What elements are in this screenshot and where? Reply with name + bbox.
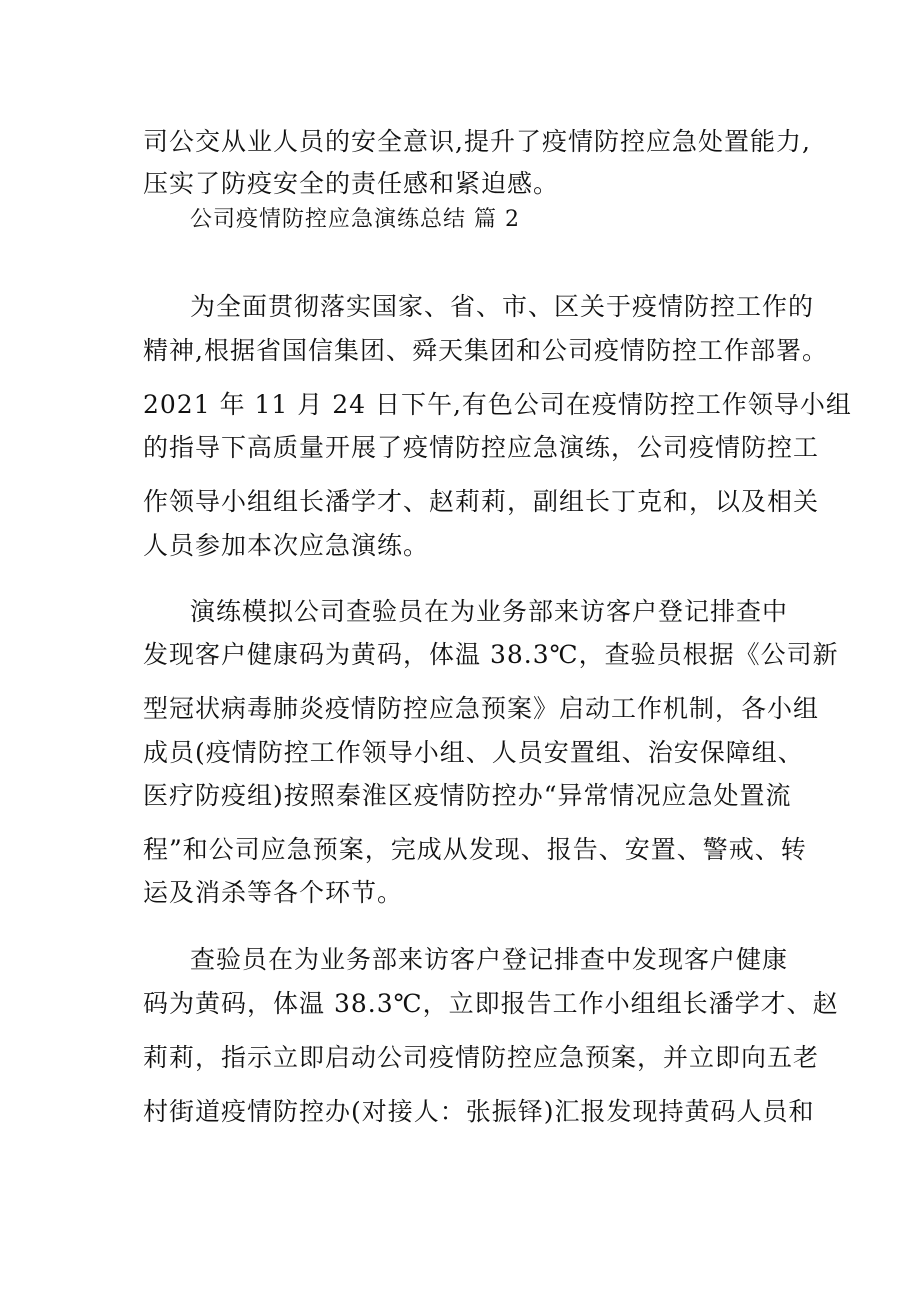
paragraph-line: 的指导下高质量开展了疫情防控应急演练，公司疫情防控工 xyxy=(143,433,820,462)
paragraph-line: 码为黄码，体温 38.3℃，立即报告工作小组组长潘学才、赵 xyxy=(143,989,839,1018)
paragraph-line: 作领导小组组长潘学才、赵莉莉，副组长丁克和，以及相关 xyxy=(143,487,820,516)
paragraph-line: 莉莉，指示立即启动公司疫情防控应急预案，并立即向五老 xyxy=(143,1043,820,1072)
paragraph-line: 程”和公司应急预案，完成从发现、报告、安置、警戒、转 xyxy=(143,835,807,864)
paragraph-line: 成员(疫情防控工作领导小组、人员安置组、治安保障组、 xyxy=(143,738,804,767)
paragraph-line: 发现客户健康码为黄码，体温 38.3℃，查验员根据《公司新 xyxy=(143,640,839,669)
paragraph-line: 人员参加本次应急演练。 xyxy=(143,531,430,560)
paragraph-line: 村街道疫情防控办(对接人：张振铎)汇报发现持黄码人员和 xyxy=(143,1097,815,1126)
paragraph-line: 2021 年 11 月 24 日下午,有色公司在疫情防控工作领导小组 xyxy=(143,390,852,419)
paragraph-line: 为全面贯彻落实国家、省、市、区关于疫情防控工作的 xyxy=(190,292,815,321)
intro-line: 压实了防疫安全的责任感和紧迫感。 xyxy=(143,169,560,198)
paragraph-line: 型冠状病毒肺炎疫情防控应急预案》启动工作机制，各小组 xyxy=(143,694,820,723)
paragraph-line: 查验员在为业务部来访客户登记排查中发现客户健康 xyxy=(190,945,789,974)
paragraph-line: 医疗防疫组)按照秦淮区疫情防控办“异常情况应急处置流 xyxy=(143,781,792,810)
section-heading: 公司疫情防控应急演练总结 篇 2 xyxy=(190,207,520,232)
paragraph-line: 运及消杀等各个环节。 xyxy=(143,878,404,907)
intro-line: 司公交从业人员的安全意识,提升了疫情防控应急处置能力, xyxy=(143,127,811,156)
paragraph-line: 精神,根据省国信集团、舜天集团和公司疫情防控工作部署。 xyxy=(143,336,828,365)
paragraph-line: 演练模拟公司查验员在为业务部来访客户登记排查中 xyxy=(190,597,789,626)
